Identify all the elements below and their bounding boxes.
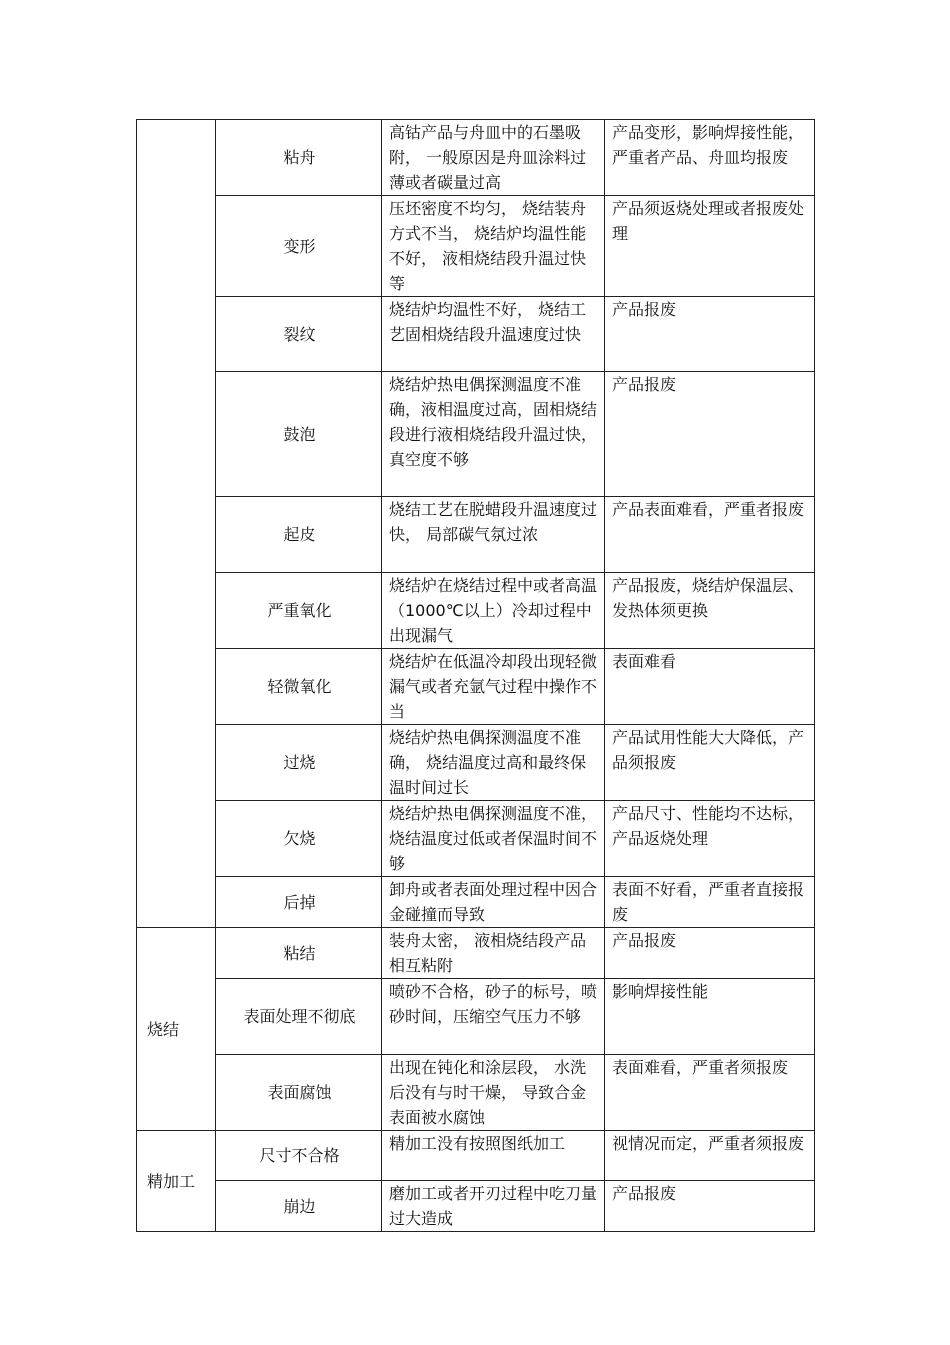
defect-effect: 产品尺寸、性能均不达标，产品返烧处理 bbox=[605, 801, 815, 877]
defect-cause: 高钴产品与舟皿中的石墨吸附， 一般原因是舟皿涂料过薄或者碳量过高 bbox=[382, 120, 605, 196]
defect-effect: 表面不好看，严重者直接报废 bbox=[605, 877, 815, 928]
table-row bbox=[137, 1131, 815, 1181]
defect-effect: 产品须返烧处理或者报废处理 bbox=[605, 196, 815, 297]
defect-name: 表面处理不彻底 bbox=[216, 979, 382, 1055]
defect-effect: 表面难看 bbox=[605, 649, 815, 725]
table-row bbox=[137, 928, 815, 979]
defect-name: 表面腐蚀 bbox=[216, 1055, 382, 1131]
defect-cause: 烧结炉热电偶探测温度不准确，液相温度过高，固相烧结段进行液相烧结段升温过快， 真空度不够 bbox=[382, 372, 605, 497]
defect-name: 欠烧 bbox=[216, 801, 382, 877]
defect-name: 起皮 bbox=[216, 497, 382, 573]
table-row bbox=[137, 877, 815, 928]
defect-cause: 烧结炉均温性不好， 烧结工艺固相烧结段升温速度过快 bbox=[382, 297, 605, 372]
defect-effect: 视情况而定，严重者须报废 bbox=[605, 1131, 815, 1181]
defect-cause: 烧结炉在低温冷却段出现轻微漏气或者充氩气过程中操作不当 bbox=[382, 649, 605, 725]
defect-effect: 产品报废，烧结炉保温层、发热体须更换 bbox=[605, 573, 815, 649]
stage-label-sintering: 烧结 bbox=[137, 928, 216, 1131]
defect-name: 粘结 bbox=[216, 928, 382, 979]
table-row bbox=[137, 1181, 815, 1232]
defect-cause: 压坯密度不均匀， 烧结装舟方式不当， 烧结炉均温性能不好， 液相烧结段升温过快等 bbox=[382, 196, 605, 297]
defect-name: 变形 bbox=[216, 196, 382, 297]
defect-cause: 喷砂不合格，砂子的标号，喷砂时间，压缩空气压力不够 bbox=[382, 979, 605, 1055]
defect-cause: 烧结炉在烧结过程中或者高温（1000℃以上）冷却过程中出现漏气 bbox=[382, 573, 605, 649]
defect-effect: 产品试用性能大大降低，产品须报废 bbox=[605, 725, 815, 801]
defect-name: 尺寸不合格 bbox=[216, 1131, 382, 1181]
table-row bbox=[137, 297, 815, 372]
defect-effect: 产品报废 bbox=[605, 1181, 815, 1232]
table-row bbox=[137, 649, 815, 725]
table-row bbox=[137, 725, 815, 801]
defect-effect: 表面难看，严重者须报废 bbox=[605, 1055, 815, 1131]
defect-cause: 出现在钝化和涂层段， 水洗后没有与时干燥， 导致合金表面被水腐蚀 bbox=[382, 1055, 605, 1131]
table-row bbox=[137, 497, 815, 573]
defect-cause: 精加工没有按照图纸加工 bbox=[382, 1131, 605, 1181]
table-row bbox=[137, 120, 815, 196]
stage-cell-blank bbox=[137, 120, 216, 928]
defect-effect: 产品报废 bbox=[605, 928, 815, 979]
defect-table bbox=[136, 119, 815, 1232]
table-row bbox=[137, 196, 815, 297]
defect-name: 粘舟 bbox=[216, 120, 382, 196]
defect-cause: 磨加工或者开刃过程中吃刀量过大造成 bbox=[382, 1181, 605, 1232]
defect-effect: 影响焊接性能 bbox=[605, 979, 815, 1055]
defect-cause: 烧结炉热电偶探测温度不准确， 烧结温度过高和最终保温时间过长 bbox=[382, 725, 605, 801]
defect-name: 崩边 bbox=[216, 1181, 382, 1232]
table-row bbox=[137, 979, 815, 1055]
defect-cause: 装舟太密， 液相烧结段产品相互粘附 bbox=[382, 928, 605, 979]
defect-cause: 卸舟或者表面处理过程中因合金碰撞而导致 bbox=[382, 877, 605, 928]
defect-name: 鼓泡 bbox=[216, 372, 382, 497]
stage-label-finishing: 精加工 bbox=[137, 1131, 216, 1232]
defect-effect: 产品表面难看，严重者报废 bbox=[605, 497, 815, 573]
table-row bbox=[137, 1055, 815, 1131]
table-row bbox=[137, 372, 815, 497]
defect-name: 后掉 bbox=[216, 877, 382, 928]
defect-cause: 烧结炉热电偶探测温度不准， 烧结温度过低或者保温时间不够 bbox=[382, 801, 605, 877]
defect-effect: 产品报废 bbox=[605, 372, 815, 497]
defect-name: 严重氧化 bbox=[216, 573, 382, 649]
defect-effect: 产品变形，影响焊接性能，严重者产品、舟皿均报废 bbox=[605, 120, 815, 196]
table-row bbox=[137, 801, 815, 877]
defect-name: 裂纹 bbox=[216, 297, 382, 372]
defect-name: 过烧 bbox=[216, 725, 382, 801]
defect-effect: 产品报废 bbox=[605, 297, 815, 372]
defect-cause: 烧结工艺在脱蜡段升温速度过快， 局部碳气氛过浓 bbox=[382, 497, 605, 573]
table-row bbox=[137, 573, 815, 649]
defect-name: 轻微氧化 bbox=[216, 649, 382, 725]
